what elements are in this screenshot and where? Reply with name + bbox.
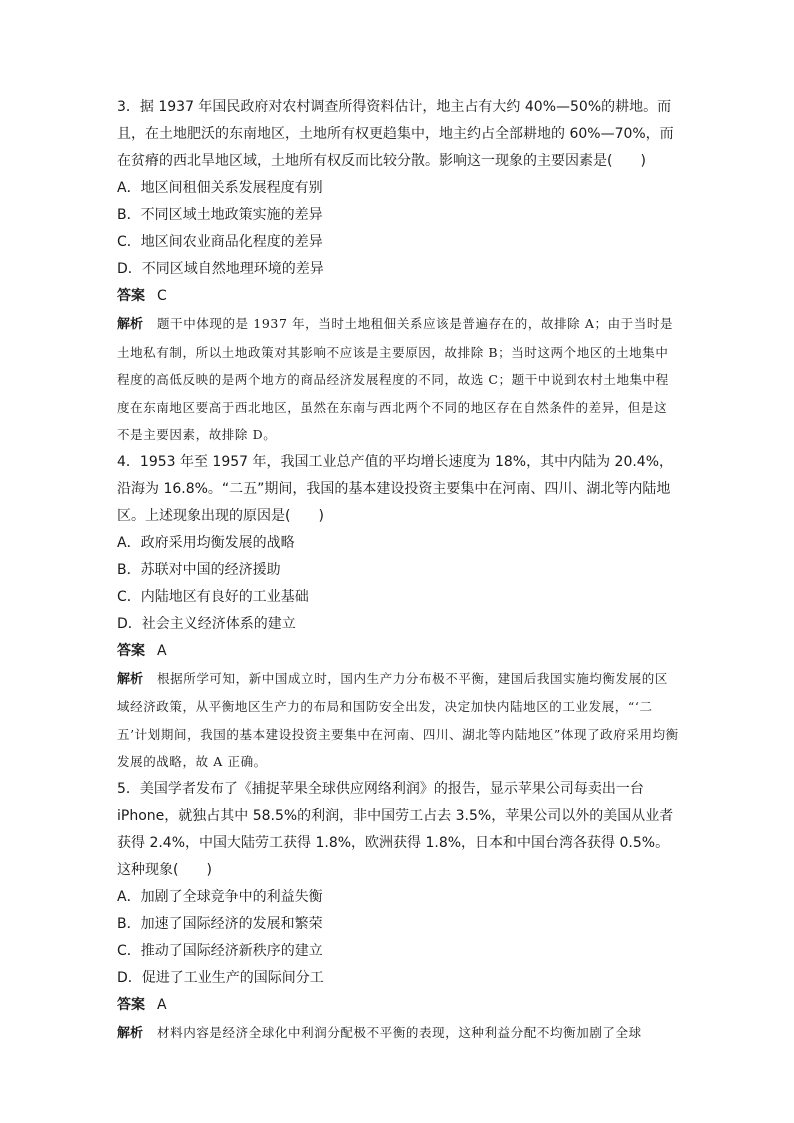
answer-value: A <box>157 996 167 1013</box>
question-stem: 4．1953 年至 1957 年，我国工业总产值的平均增长速度为 18%，其中内陆为 20.4%，沿海为 16.8%。“二五”期间，我国的基本建设投资主要集中在河南、四川、湖北等内陆地区。上述现象出现的原因是( ) <box>117 453 674 524</box>
option-b: B．加速了国际经济的发展和繁荣 <box>117 915 323 932</box>
explanation-label: 解析 <box>117 1025 144 1041</box>
answer-line <box>117 992 679 1019</box>
option-b: B．苏联对中国的经济援助 <box>117 561 281 578</box>
explanation <box>117 665 679 776</box>
explanation-label: 解析 <box>117 671 144 687</box>
question-4 <box>117 449 679 776</box>
answer-line <box>117 283 679 310</box>
question-5 <box>117 776 679 1048</box>
option-a: A．地区间租佃关系发展程度有别 <box>117 180 323 196</box>
question-stem: 5．美国学者发布了《捕捉苹果全球供应网络利润》的报告，显示苹果公司每卖出一台 iPhone，就独占其中 58.5%的利润，非中国劳工占去 3.5%，苹果公司以外的美国从业者获得 2.4%，中国大陆劳工获得 1.8%，欧洲获得 1.8%，日本和中国台湾各获得 0.5%。这种现象( ) <box>117 780 674 878</box>
option-d: D．促进了工业生产的国际间分工 <box>117 969 324 986</box>
option-b: B．不同区域土地政策实施的差异 <box>117 207 323 223</box>
answer-value: A <box>157 642 167 659</box>
option-a: A．加剧了全球竞争中的利益失衡 <box>117 888 323 905</box>
option-a: A．政府采用均衡发展的战略 <box>117 534 295 551</box>
question-3 <box>117 94 679 449</box>
answer-value: C <box>157 288 167 304</box>
explanation-label: 解析 <box>117 317 144 332</box>
explanation-text: 材料内容是经济全球化中利润分配极不平衡的表现，这种利益分配不均衡加剧了全球 <box>157 1024 642 1040</box>
explanation <box>117 310 679 449</box>
explanation-text: 根据所学可知，新中国成立时，国内生产力分布极不平衡，建国后我国实施均衡发展的区域经济政策，从平衡地区生产力的布局和国防安全出发，决定加快内陆地区的工业发展，“‘二五’计划期间，我国的基本建设投资主要集中在河南、四川、湖北等内陆地区”体现了政府采用均衡发展的战略，故 A 正确。 <box>117 670 679 769</box>
answer-line <box>117 638 679 665</box>
answer-label: 答案 <box>117 642 145 659</box>
option-d: D．不同区域自然地理环境的差异 <box>117 261 324 277</box>
option-c: C．地区间农业商品化程度的差异 <box>117 234 323 250</box>
question-list <box>117 94 679 1047</box>
answer-label: 答案 <box>117 288 145 304</box>
answer-label: 答案 <box>117 996 145 1013</box>
explanation-text: 题干中体现的是 1937 年，当时土地租佃关系应该是普遍存在的，故排除 A；由于当时是土地私有制，所以土地政策对其影响不应该是主要原因，故排除 B；当时这两个地区的土地集中程度的高低反映的是两个地方的商品经济发展程度的不同，故选 C；题干中说到农村土地集中程度在东南地区要高于西北地区，虽然在东南与西北两个不同的地区存在自然条件的差异，但是这不是主要因素，故排除 D。 <box>117 316 674 442</box>
explanation <box>117 1019 679 1048</box>
option-d: D．社会主义经济体系的建立 <box>117 615 296 632</box>
question-stem: 3．据 1937 年国民政府对农村调查所得资料估计，地主占有大约 40%—50%的耕地。而且，在土地肥沃的东南地区，土地所有权更趋集中，地主约占全部耕地的 60%—70%，而在贫瘠的西北旱地区域，土地所有权反而比较分散。影响这一现象的主要因素是( ) <box>117 99 674 169</box>
option-c: C．内陆地区有良好的工业基础 <box>117 588 309 605</box>
option-c: C．推动了国际经济新秩序的建立 <box>117 942 323 959</box>
